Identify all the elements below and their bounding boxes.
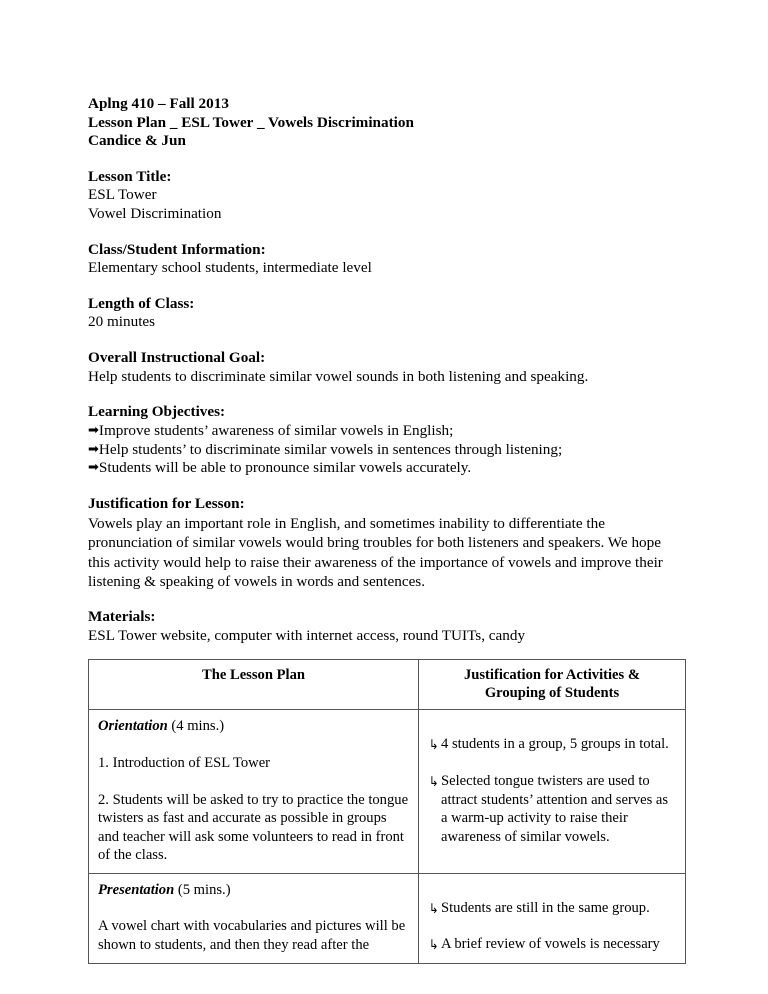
justification-bullet-text: Students are still in the same group. <box>441 899 650 916</box>
stage-name: Presentation <box>98 881 175 898</box>
arrow-bullet-icon: ➡ <box>88 422 99 438</box>
arrow-bullet-icon: ➡ <box>88 441 99 457</box>
hook-bullet-icon: ↳ <box>428 737 439 754</box>
header-course: Aplng 410 – Fall 2013 <box>88 95 229 112</box>
spacer <box>428 717 676 735</box>
hook-bullet-icon: ↳ <box>428 900 439 917</box>
activity-step: 2. Students will be asked to try to practice the tongue twisters as fast and accurate as possible in groups and teacher will ask some volunteers to read in front of the class. <box>98 791 409 864</box>
section-line: Vowel Discrimination <box>88 204 222 222</box>
justification-bullet <box>428 735 676 754</box>
hook-bullet-icon: ↳ <box>428 937 439 954</box>
column-header-line2: Grouping of Students <box>484 684 620 701</box>
spacer <box>428 917 676 935</box>
table-header-row <box>89 659 686 710</box>
objective-text: Improve students’ awareness of similar vowels in English; <box>98 421 454 439</box>
objective-item <box>88 459 685 478</box>
stage-duration: (5 mins.) <box>174 881 231 898</box>
justification-bullet-text: A brief review of vowels is necessary <box>441 936 660 953</box>
table-row <box>89 873 686 963</box>
section-instructional-goal <box>88 349 685 386</box>
spacer <box>98 773 409 791</box>
section-heading: Class/Student Information: <box>88 240 266 258</box>
objective-text: Students will be able to pronounce similar vowels accurately. <box>98 459 472 477</box>
section-learning-objectives <box>88 403 685 478</box>
spacer <box>98 899 409 917</box>
header-authors: Candice & Jun <box>88 132 186 150</box>
cell-lesson-plan-presentation <box>89 873 419 963</box>
cell-justification-presentation <box>419 873 686 963</box>
arrow-bullet-icon: ➡ <box>88 460 99 476</box>
stage-name: Orientation <box>98 718 168 735</box>
section-heading: Lesson Title: <box>88 167 172 185</box>
justification-bullet <box>428 772 676 846</box>
column-header-lesson-plan: The Lesson Plan <box>89 659 419 710</box>
column-header-justification <box>419 659 686 710</box>
cell-lesson-plan-orientation <box>89 710 419 874</box>
justification-bullet-text: 4 students in a group, 5 groups in total. <box>441 736 669 753</box>
section-heading: Overall Instructional Goal: <box>88 348 266 366</box>
cell-justification-orientation <box>419 710 686 874</box>
header-title: Lesson Plan _ ESL Tower _ Vowels Discrimination <box>88 113 414 131</box>
section-line: Elementary school students, intermediate level <box>88 259 372 277</box>
spacer <box>98 736 409 754</box>
section-heading: Materials: <box>88 608 156 626</box>
activity-step: A vowel chart with vocabularies and pictures will be shown to students, and then they read after the <box>98 918 406 954</box>
stage-label <box>98 881 409 900</box>
objective-item <box>88 441 685 460</box>
activity-step: 1. Introduction of ESL Tower <box>98 754 271 771</box>
section-justification <box>88 495 685 591</box>
section-heading: Learning Objectives: <box>88 403 226 421</box>
objective-text: Help students’ to discriminate similar vowels in sentences through listening; <box>98 440 563 458</box>
section-line: Help students to discriminate similar vowel sounds in both listening and speaking. <box>88 367 589 385</box>
table-row <box>89 710 686 874</box>
section-materials <box>88 608 685 645</box>
justification-bullet <box>428 935 676 954</box>
lesson-plan-table <box>88 659 686 964</box>
justification-bullet-text: Selected tongue twisters are used to attract students’ attention and serves as a warm-up activity to raise their awareness of similar vowels. <box>441 772 669 845</box>
section-length-of-class <box>88 295 685 332</box>
section-heading: Justification for Lesson: <box>88 495 245 513</box>
objective-item <box>88 422 685 441</box>
section-line: 20 minutes <box>88 313 156 331</box>
section-class-information <box>88 241 685 278</box>
section-heading: Length of Class: <box>88 294 195 312</box>
spacer <box>428 881 676 899</box>
document-header <box>88 95 685 151</box>
column-header-line1: Justification for Activities & <box>463 666 641 683</box>
stage-duration: (4 mins.) <box>167 718 225 735</box>
spacer <box>428 754 676 772</box>
justification-body: Vowels play an important role in English, and sometimes inability to differentiate the pronunciation of similar vowels would bring troubles for both listeners and speakers. We hope this activity would help to raise their awareness of the importance of vowels and improve their listening & speaking of vowels in words and sentences. <box>88 514 663 590</box>
section-lesson-title <box>88 168 685 224</box>
justification-bullet <box>428 899 676 918</box>
stage-label <box>98 717 409 736</box>
hook-bullet-icon: ↳ <box>428 773 439 790</box>
section-line: ESL Tower <box>88 186 157 204</box>
materials-body: ESL Tower website, computer with internet access, round TUITs, candy <box>88 626 526 644</box>
